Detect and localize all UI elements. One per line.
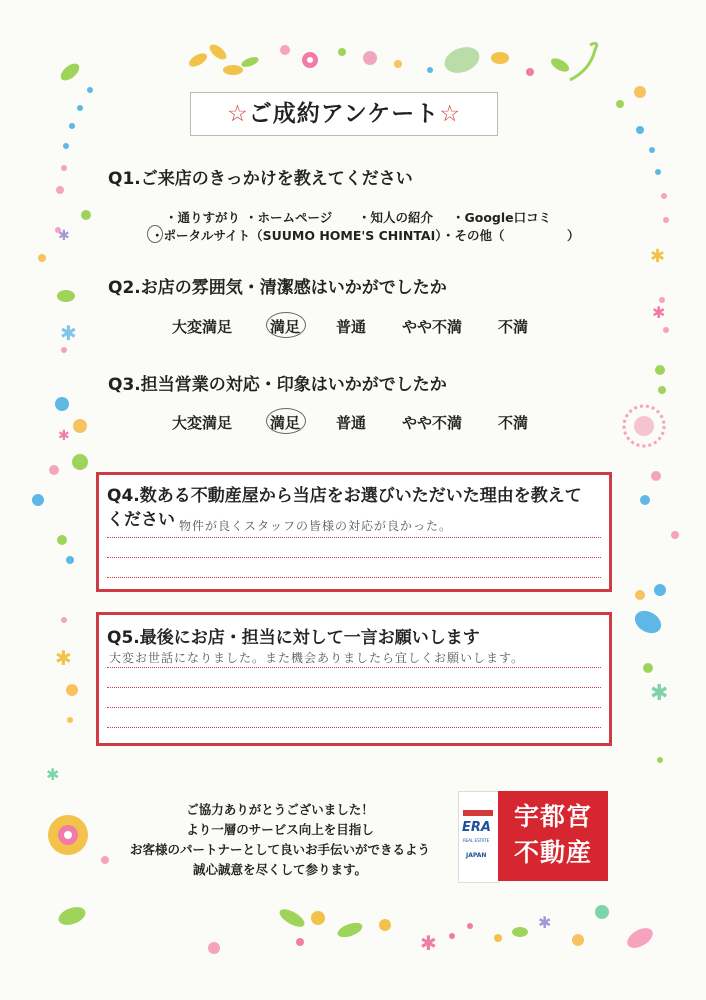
q3-rating-option: 不満 [498,414,529,432]
q3-rating-option: やや不満 [402,414,463,432]
svg-text:✱: ✱ [652,303,666,322]
q1-option: ・Google口コミ [452,210,552,225]
q4-handwritten-answer: 物件が良くスタッフの皆様の対応が良かった。 [179,519,453,533]
star-icon-right: ☆ [439,101,461,127]
era-logo [458,791,500,883]
q2-rating-option: 大変満足 [172,318,233,336]
q5-handwritten-answer: 大変お世話になりました。また機会ありましたら宜しくお願いします。 [109,651,525,665]
q1-question: Q1.ご来店のきっかけを教えてください [108,169,413,189]
closing-message: ご協力ありがとうございました！ より一層のサービス向上を目指し お客様のパートナーとして良いお手伝いができるよう 誠心誠意を尽くして参ります。 [129,802,430,877]
q3-rating-option: 普通 [336,414,367,432]
q5-answer-box [96,612,612,746]
q4-question-line1: Q4.数ある不動産屋から当店をお選びいただいた理由を教えて [107,486,582,506]
selection-circle [147,225,163,243]
dotted-line [107,557,601,558]
q1-option: ・その他（ ） [442,228,580,243]
era-logo-stripe [463,810,493,816]
svg-text:✱: ✱ [46,765,60,784]
q3-rating-option-selected: 満足 [270,414,301,432]
q3-rating-option: 大変満足 [172,414,233,432]
selection-circle [266,312,306,338]
svg-text:✱: ✱ [420,931,437,955]
svg-text:✱: ✱ [58,228,70,244]
dotted-line [107,537,601,538]
q2-rating-option: 普通 [336,318,367,336]
era-logo-subtext: REAL ESTATE [463,838,490,843]
svg-text:✱: ✱ [650,246,666,267]
q5-question: Q5.最後にお店・担当に対して一言お願いします [107,628,480,648]
q3-question: Q3.担当営業の対応・印象はいかがでしたか [108,375,447,395]
dotted-line [107,687,601,688]
q1-option: ・通りすがり [165,210,241,225]
svg-text:✱: ✱ [55,646,72,670]
q4-question-line2: ください [107,510,175,530]
era-logo-text: ERA [462,820,491,835]
q1-option: ・ホームページ [245,210,333,225]
q4-answer-box [96,472,612,592]
star-icon-left: ☆ [227,101,249,127]
q2-rating-option: 不満 [498,318,529,336]
dotted-line [107,727,601,728]
q2-rating-option-selected: 満足 [270,318,301,336]
survey-title [190,92,498,136]
dotted-line [107,667,601,668]
svg-text:✱: ✱ [60,321,77,345]
dotted-line [107,577,601,578]
svg-text:✱: ✱ [58,428,70,444]
selection-circle [266,408,306,434]
title-text: ご成約アンケート [248,101,440,127]
dotted-line [107,707,601,708]
q1-option: ・知人の紹介 [358,210,434,225]
svg-text:✱: ✱ [538,913,552,932]
q1-option: ・ポータルサイト（SUUMO HOME'S CHINTAI） [151,228,448,243]
company-name-logo: 宇都宮 不動産 [498,791,608,881]
q2-rating-option: やや不満 [402,318,463,336]
q2-question: Q2.お店の雰囲気・清潔感はいかがでしたか [108,278,447,298]
era-logo-country: JAPAN [466,852,487,859]
svg-text:✱: ✱ [650,681,669,706]
